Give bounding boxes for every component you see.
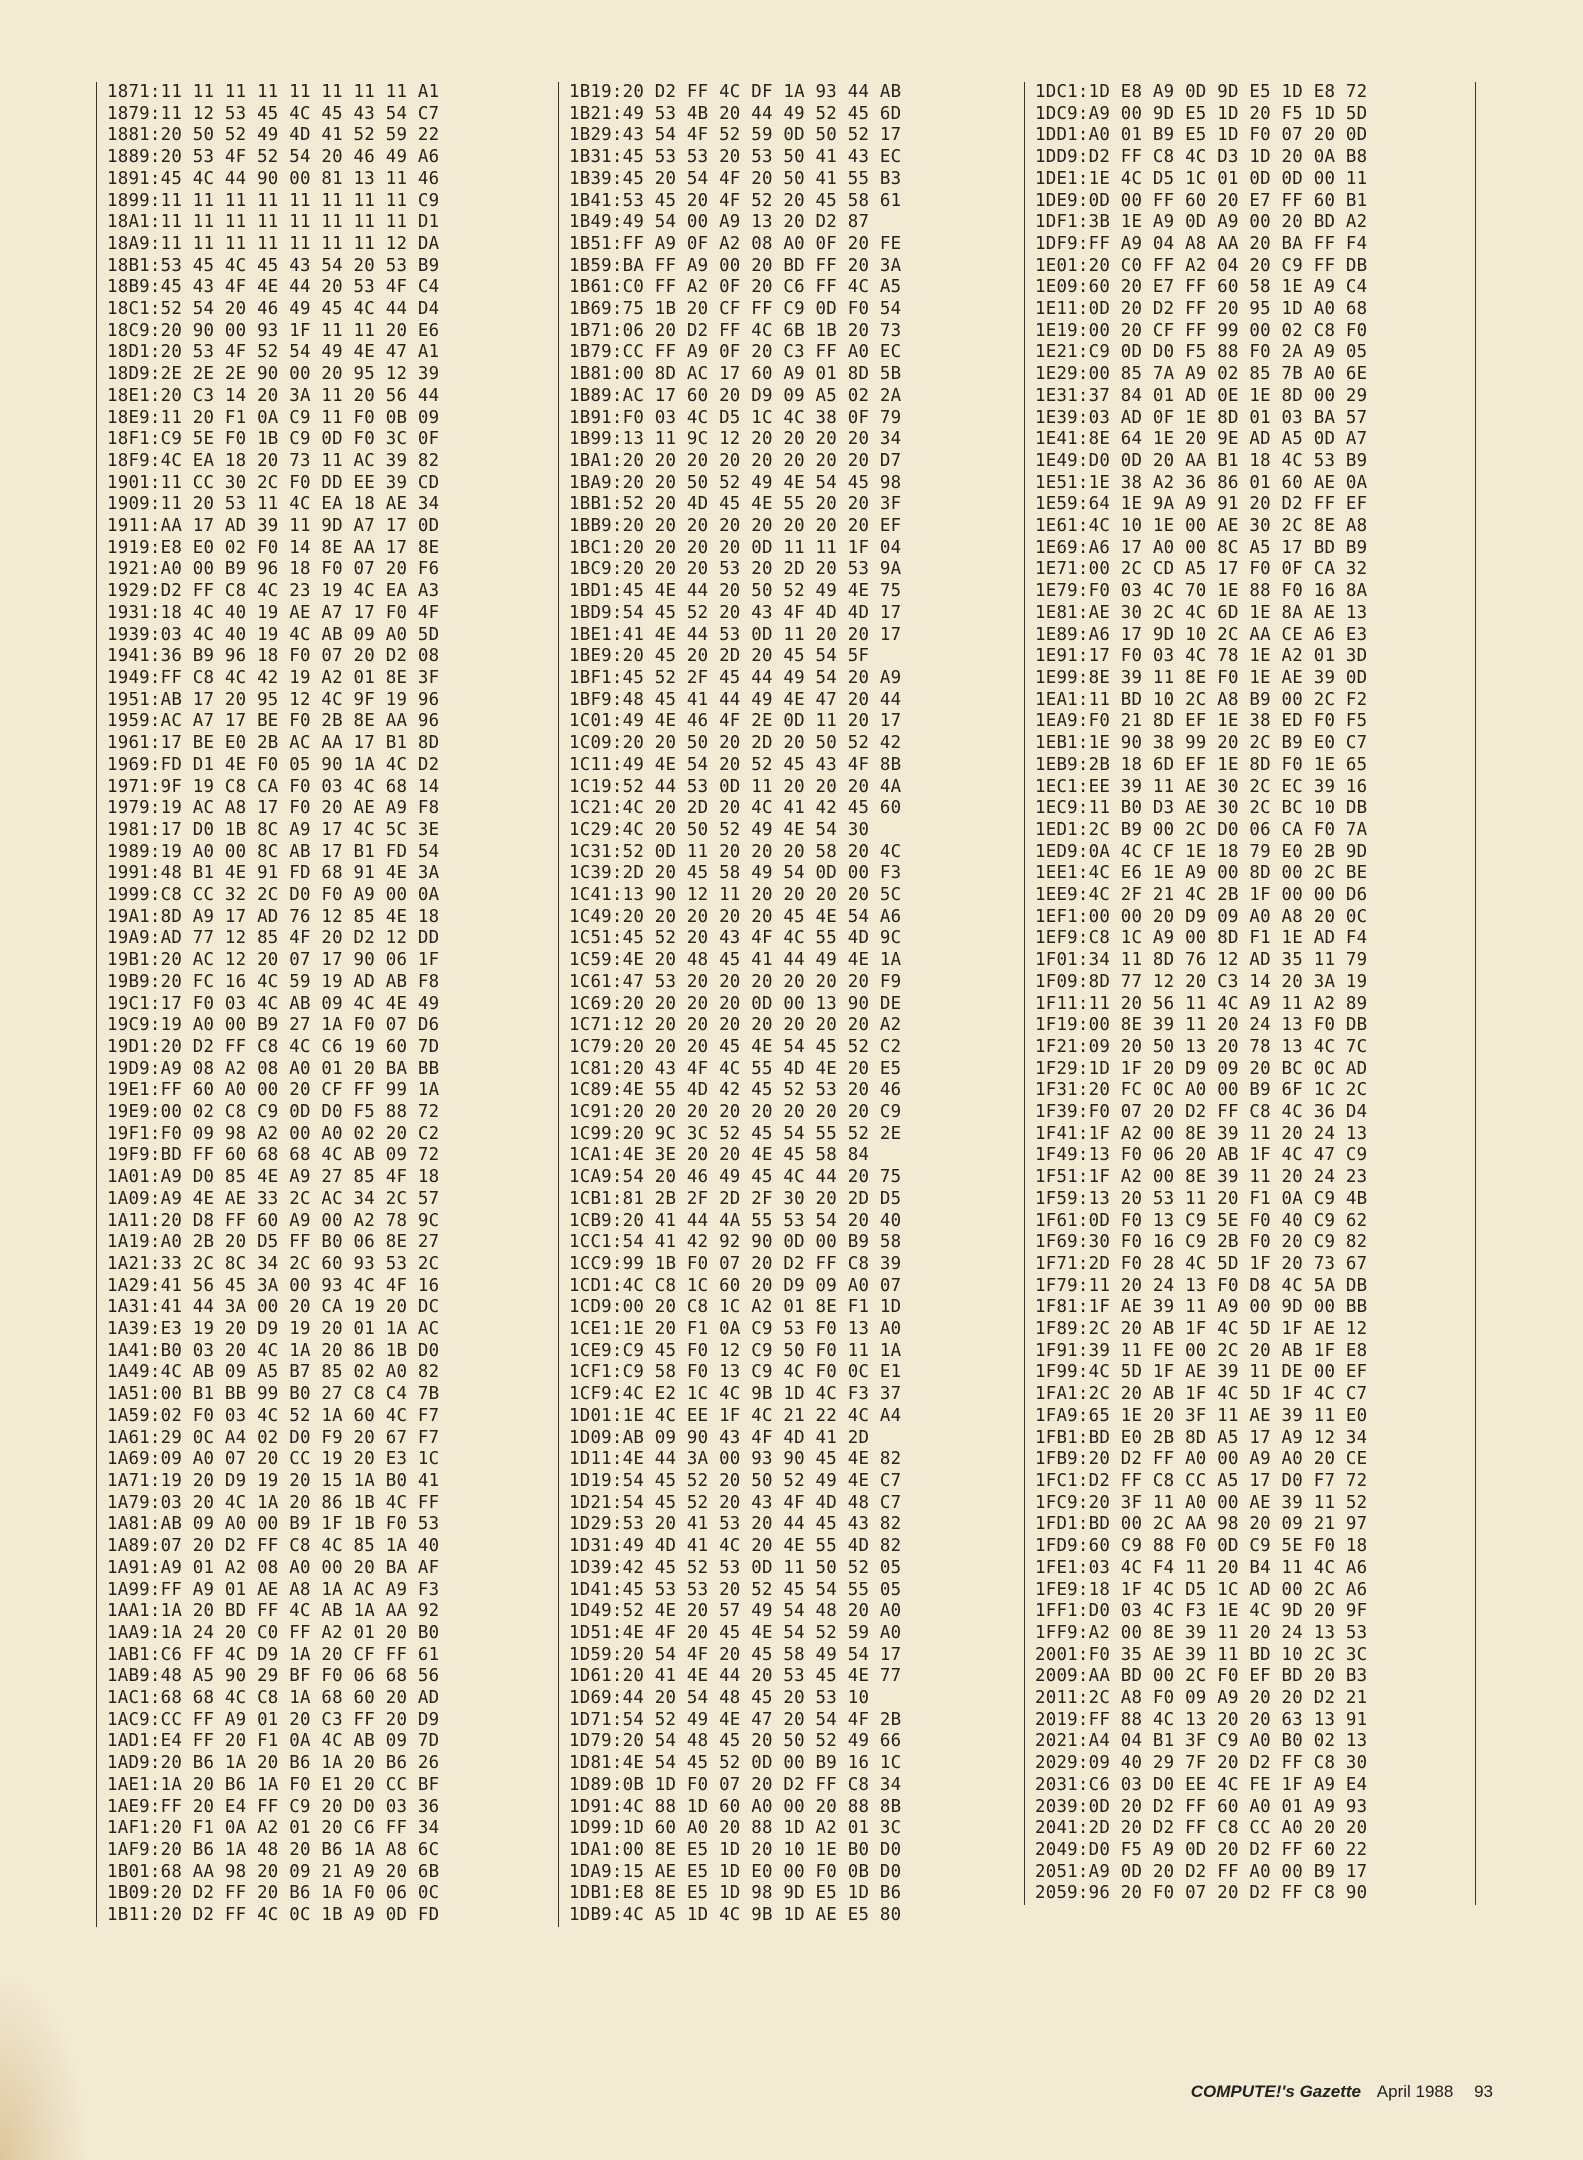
listing-line: 1891:45 4C 44 90 00 81 13 11 46 (107, 168, 440, 189)
listing-line: 1D91:4C 88 1D 60 A0 00 20 88 8B (569, 1796, 902, 1817)
listing-line: 1879:11 12 53 45 4C 45 43 54 C7 (107, 103, 440, 124)
listing-line: 1D01:1E 4C EE 1F 4C 21 22 4C A4 (569, 1405, 902, 1426)
listing-line: 1951:AB 17 20 95 12 4C 9F 19 96 (107, 689, 440, 710)
listing-line: 1A49:4C AB 09 A5 B7 85 02 A0 82 (107, 1362, 440, 1383)
listing-line: 1B71:06 20 D2 FF 4C 6B 1B 20 73 (569, 320, 902, 341)
listing-line: 1E71:00 2C CD A5 17 F0 0F CA 32 (1035, 559, 1368, 580)
listing-line: 1D89:0B 1D F0 07 20 D2 FF C8 34 (569, 1774, 902, 1795)
listing-line: 1A39:E3 19 20 D9 19 20 01 1A AC (107, 1319, 440, 1340)
listing-line: 1FB1:BD E0 2B 8D A5 17 A9 12 34 (1035, 1427, 1368, 1448)
listing-line: 1D71:54 52 49 4E 47 20 54 4F 2B (569, 1709, 902, 1730)
listing-line: 1DB9:4C A5 1D 4C 9B 1D AE E5 80 (569, 1905, 902, 1926)
listing-line: 1E41:8E 64 1E 20 9E AD A5 0D A7 (1035, 429, 1368, 450)
listing-line: 1AE1:1A 20 B6 1A F0 E1 20 CC BF (107, 1774, 440, 1795)
listing-line: 1BC9:20 20 20 53 20 2D 20 53 9A (569, 559, 902, 580)
listing-line: 1A71:19 20 D9 19 20 15 1A B0 41 (107, 1471, 440, 1491)
listing-line: 1C09:20 20 50 20 2D 20 50 52 42 (569, 733, 902, 754)
listing-line: 1BE9:20 45 20 2D 20 45 54 5F (569, 646, 870, 667)
listing-line: 1AA1:1A 20 BD FF 4C AB 1A AA 92 (107, 1601, 440, 1622)
listing-line: 1E61:4C 10 1E 00 AE 30 2C 8E A8 (1035, 516, 1368, 537)
listing-line: 1D99:1D 60 A0 20 88 1D A2 01 3C (569, 1818, 902, 1839)
listing-line: 1A81:AB 09 A0 00 B9 1F 1B F0 53 (107, 1514, 440, 1535)
listing-line: 1CE1:1E 20 F1 0A C9 53 F0 13 A0 (569, 1319, 902, 1340)
listing-line: 1999:C8 CC 32 2C D0 F0 A9 00 0A (107, 885, 440, 906)
listing-line: 19B1:20 AC 12 20 07 17 90 06 1F (107, 950, 440, 971)
listing-line: 1EF1:00 00 20 D9 09 A0 A8 20 0C (1035, 906, 1368, 927)
listing-line: 2019:FF 88 4C 13 20 20 63 13 91 (1035, 1709, 1368, 1730)
listing-line: 1BF9:48 45 41 44 49 4E 47 20 44 (569, 689, 902, 710)
listing-line: 1B69:75 1B 20 CF FF C9 0D F0 54 (569, 299, 902, 320)
listing-line: 1D41:45 53 53 20 52 45 54 55 05 (569, 1579, 902, 1600)
listing-line: 1B81:00 8D AC 17 60 A9 01 8D 5B (569, 364, 902, 385)
listing-line: 19D1:20 D2 FF C8 4C C6 19 60 7D (107, 1036, 440, 1057)
listing-line: 1A69:09 A0 07 20 CC 19 20 E3 1C (107, 1449, 440, 1470)
listing-line: 1DC9:A9 00 9D E5 1D 20 F5 1D 5D (1035, 103, 1368, 124)
listing-line: 1FF1:D0 03 4C F3 1E 4C 9D 20 9F (1035, 1601, 1368, 1622)
listing-line: 1C39:2D 20 45 58 49 54 0D 00 F3 (569, 863, 902, 884)
listing-line: 1DD9:D2 FF C8 4C D3 1D 20 0A B8 (1035, 147, 1368, 168)
listing-line: 1F91:39 11 FE 00 2C 20 AB 1F E8 (1035, 1340, 1368, 1361)
listing-line: 18A9:11 11 11 11 11 11 11 12 DA (107, 233, 440, 254)
listing-line: 1E29:00 85 7A A9 02 85 7B A0 6E (1035, 364, 1368, 385)
listing-line: 1B61:C0 FF A2 0F 20 C6 FF 4C A5 (569, 277, 902, 298)
listing-line: 2011:2C A8 F0 09 A9 20 20 D2 21 (1035, 1688, 1368, 1709)
listing-line: 1E01:20 C0 FF A2 04 20 C9 FF DB (1035, 255, 1368, 276)
listing-line: 1909:11 20 53 11 4C EA 18 AE 34 (107, 494, 440, 515)
listing-line: 1B21:49 53 4B 20 44 49 52 45 6D (569, 103, 902, 124)
listing-line: 2021:A4 04 B1 3F C9 A0 B0 02 13 (1035, 1731, 1368, 1752)
listing-line: 1EA1:11 BD 10 2C A8 B9 00 2C F2 (1035, 689, 1368, 710)
listing-line: 1AB9:48 A5 90 29 BF F0 06 68 56 (107, 1666, 440, 1687)
listing-line: 19B9:20 FC 16 4C 59 19 AD AB F8 (107, 971, 440, 992)
listing-line: 1C21:4C 20 2D 20 4C 41 42 45 60 (569, 798, 902, 819)
listing-line: 1B31:45 53 53 20 53 50 41 43 EC (569, 147, 902, 168)
listing-line: 1E89:A6 17 9D 10 2C AA CE A6 E3 (1035, 624, 1368, 645)
listing-line: 1B99:13 11 9C 12 20 20 20 20 34 (569, 429, 902, 450)
listing-line: 1FE9:18 1F 4C D5 1C AD 00 2C A6 (1035, 1579, 1368, 1600)
listing-line: 1CA9:54 20 46 49 45 4C 44 20 75 (569, 1167, 902, 1188)
listing-line: 1EA9:F0 21 8D EF 1E 38 ED F0 F5 (1035, 711, 1368, 732)
listing-line: 1BE1:41 4E 44 53 0D 11 20 20 17 (569, 624, 902, 645)
listing-line: 1A91:A9 01 A2 08 A0 00 20 BA AF (107, 1557, 440, 1578)
listing-line: 1B39:45 20 54 4F 20 50 41 55 B3 (569, 168, 902, 189)
listing-line: 1B19:20 D2 FF 4C DF 1A 93 44 AB (569, 82, 902, 102)
listing-line: 1BA9:20 20 50 52 49 4E 54 45 98 (569, 472, 902, 493)
listing-line: 1C89:4E 55 4D 42 45 52 53 20 46 (569, 1080, 902, 1101)
listing-line: 1D79:20 54 48 45 20 50 52 49 66 (569, 1731, 902, 1752)
listing-line: 1F69:30 F0 16 C9 2B F0 20 C9 82 (1035, 1232, 1368, 1253)
listing-line: 1CC9:99 1B F0 07 20 D2 FF C8 39 (569, 1253, 902, 1274)
listing-line: 1D21:54 45 52 20 43 4F 4D 48 C7 (569, 1492, 902, 1513)
listing-line: 1F19:00 8E 39 11 20 24 13 F0 DB (1035, 1015, 1368, 1036)
listing-line: 18B1:53 45 4C 45 43 54 20 53 B9 (107, 255, 440, 276)
listing-line: 1D29:53 20 41 53 20 44 45 43 82 (569, 1514, 902, 1535)
listing-line: 1C69:20 20 20 20 0D 00 13 90 DE (569, 993, 902, 1014)
listing-line: 1E19:00 20 CF FF 99 00 02 C8 F0 (1035, 320, 1368, 341)
listing-line: 2001:F0 35 AE 39 11 BD 10 2C 3C (1035, 1644, 1368, 1665)
listing-line: 1EC9:11 B0 D3 AE 30 2C BC 10 DB (1035, 798, 1368, 819)
listing-line: 19F1:F0 09 98 A2 00 A0 02 20 C2 (107, 1123, 440, 1144)
listing-line: 1E49:D0 0D 20 AA B1 18 4C 53 B9 (1035, 450, 1368, 471)
page-footer (1191, 2082, 1493, 2102)
listing-line: 1D49:52 4E 20 57 49 54 48 20 A0 (569, 1601, 902, 1622)
listing-line: 1A19:A0 2B 20 D5 FF B0 06 8E 27 (107, 1232, 440, 1253)
listing-line: 1F21:09 20 50 13 20 78 13 4C 7C (1035, 1036, 1368, 1057)
listing-line: 1D39:42 45 52 53 0D 11 50 52 05 (569, 1557, 902, 1578)
listing-line: 1BD9:54 45 52 20 43 4F 4D 4D 17 (569, 602, 902, 623)
listing-line: 1C59:4E 20 48 45 41 44 49 4E 1A (569, 950, 902, 971)
listing-line: 18C1:52 54 20 46 49 45 4C 44 D4 (107, 299, 440, 320)
listing-line: 1C31:52 0D 11 20 20 20 58 20 4C (569, 841, 902, 862)
listing-line: 1BB1:52 20 4D 45 4E 55 20 20 3F (569, 494, 902, 515)
listing-line: 1DA1:00 8E E5 1D 20 10 1E B0 D0 (569, 1839, 902, 1860)
listing-line: 1AF1:20 F1 0A A2 01 20 C6 FF 34 (107, 1818, 440, 1839)
listing-line: 1FB9:20 D2 FF A0 00 A9 A0 20 CE (1035, 1449, 1368, 1470)
listing-line: 1871:11 11 11 11 11 11 11 11 A1 (107, 82, 440, 102)
listing-line: 1F51:1F A2 00 8E 39 11 20 24 23 (1035, 1167, 1368, 1188)
listing-line: 1A89:07 20 D2 FF C8 4C 85 1A 40 (107, 1536, 440, 1557)
listing-line: 1C19:52 44 53 0D 11 20 20 20 4A (569, 776, 902, 797)
listing-line: 1971:9F 19 C8 CA F0 03 4C 68 14 (107, 776, 440, 797)
listing-line: 1B09:20 D2 FF 20 B6 1A F0 06 0C (107, 1883, 440, 1904)
listing-line: 1ED9:0A 4C CF 1E 18 79 E0 2B 9D (1035, 841, 1368, 862)
listing-line: 1A01:A9 D0 85 4E A9 27 85 4F 18 (107, 1167, 440, 1188)
listing-line: 1C99:20 9C 3C 52 45 54 55 52 2E (569, 1123, 902, 1144)
listing-line: 1F11:11 20 56 11 4C A9 11 A2 89 (1035, 993, 1368, 1014)
listing-line: 1C29:4C 20 50 52 49 4E 54 30 (569, 819, 870, 840)
listing-line: 1CB1:81 2B 2F 2D 2F 30 20 2D D5 (569, 1188, 902, 1209)
listing-line: 1F09:8D 77 12 20 C3 14 20 3A 19 (1035, 971, 1368, 992)
listing-line: 1CE9:C9 45 F0 12 C9 50 F0 11 1A (569, 1340, 902, 1361)
issue-date: April 1988 (1376, 2082, 1454, 2101)
listing-line: 1901:11 CC 30 2C F0 DD EE 39 CD (107, 472, 440, 493)
listing-line: 1AD9:20 B6 1A 20 B6 1A 20 B6 26 (107, 1753, 440, 1774)
listing-line: 1969:FD D1 4E F0 05 90 1A 4C D2 (107, 754, 440, 775)
listing-line: 1B29:43 54 4F 52 59 0D 50 52 17 (569, 125, 902, 146)
listing-line: 1929:D2 FF C8 4C 23 19 4C EA A3 (107, 581, 440, 602)
listing-line: 1B11:20 D2 FF 4C 0C 1B A9 0D FD (107, 1905, 440, 1926)
listing-line: 1911:AA 17 AD 39 11 9D A7 17 0D (107, 516, 440, 537)
listing-line: 1ED1:2C B9 00 2C D0 06 CA F0 7A (1035, 819, 1368, 840)
listing-line: 1DE9:0D 00 FF 60 20 E7 FF 60 B1 (1035, 190, 1368, 211)
listing-line: 1F89:2C 20 AB 1F 4C 5D 1F AE 12 (1035, 1319, 1368, 1340)
listing-line: 1CC1:54 41 42 92 90 0D 00 B9 58 (569, 1232, 902, 1253)
listing-line: 1CA1:4E 3E 20 20 4E 45 58 84 (569, 1145, 870, 1166)
listing-line: 1979:19 AC A8 17 F0 20 AE A9 F8 (107, 798, 440, 819)
listing-line: 1B59:BA FF A9 00 20 BD FF 20 3A (569, 255, 902, 276)
listing-line: 1F59:13 20 53 11 20 F1 0A C9 4B (1035, 1188, 1368, 1209)
listing-line: 19C1:17 F0 03 4C AB 09 4C 4E 49 (107, 993, 440, 1014)
listing-line: 1A41:B0 03 20 4C 1A 20 86 1B D0 (107, 1340, 440, 1361)
listing-line: 1FA1:2C 20 AB 1F 4C 5D 1F 4C C7 (1035, 1384, 1368, 1405)
listing-line: 1FE1:03 4C F4 11 20 B4 11 4C A6 (1035, 1557, 1368, 1578)
listing-line: 1CB9:20 41 44 4A 55 53 54 20 40 (569, 1210, 902, 1231)
listing-line: 1DF1:3B 1E A9 0D A9 00 20 BD A2 (1035, 212, 1368, 233)
listing-line: 1DE1:1E 4C D5 1C 01 0D 0D 00 11 (1035, 168, 1368, 189)
listing-line: 1EB1:1E 90 38 99 20 2C B9 E0 C7 (1035, 733, 1368, 754)
listing-line: 1BA1:20 20 20 20 20 20 20 20 D7 (569, 450, 902, 471)
listing-line: 1D69:44 20 54 48 45 20 53 10 (569, 1688, 870, 1709)
listing-line: 1FF9:A2 00 8E 39 11 20 24 13 53 (1035, 1622, 1368, 1643)
listing-line: 19F9:BD FF 60 68 68 4C AB 09 72 (107, 1145, 440, 1166)
listing-line: 1A11:20 D8 FF 60 A9 00 A2 78 9C (107, 1210, 440, 1231)
listing-line: 1EE1:4C E6 1E A9 00 8D 00 2C BE (1035, 863, 1368, 884)
listing-line: 1CF1:C9 58 F0 13 C9 4C F0 0C E1 (569, 1362, 902, 1383)
page-number: 93 (1474, 2082, 1493, 2101)
listing-line: 2059:96 20 F0 07 20 D2 FF C8 90 (1035, 1883, 1368, 1904)
listing-line: 1A79:03 20 4C 1A 20 86 1B 4C FF (107, 1492, 440, 1513)
listing-column-3 (1024, 82, 1476, 1905)
listing-line: 1CD9:00 20 C8 1C A2 01 8E F1 1D (569, 1297, 902, 1318)
listing-line: 1AC9:CC FF A9 01 20 C3 FF 20 D9 (107, 1709, 440, 1730)
listing-line: 1AC1:68 68 4C C8 1A 68 60 20 AD (107, 1688, 440, 1709)
listing-line: 1921:A0 00 B9 96 18 F0 07 20 F6 (107, 559, 440, 580)
listing-line: 1931:18 4C 40 19 AE A7 17 F0 4F (107, 602, 440, 623)
listing-line: 1C71:12 20 20 20 20 20 20 20 A2 (569, 1015, 902, 1036)
listing-line: 1B49:49 54 00 A9 13 20 D2 87 (569, 212, 870, 233)
listing-line: 1941:36 B9 96 18 F0 07 20 D2 08 (107, 646, 440, 667)
listing-line: 1A51:00 B1 BB 99 B0 27 C8 C4 7B (107, 1384, 440, 1405)
listing-line: 18D9:2E 2E 2E 90 00 20 95 12 39 (107, 364, 440, 385)
listing-line: 1FD1:BD 00 2C AA 98 20 09 21 97 (1035, 1514, 1368, 1535)
listing-line: 1C11:49 4E 54 20 52 45 43 4F 8B (569, 754, 902, 775)
listing-line: 19E1:FF 60 A0 00 20 CF FF 99 1A (107, 1080, 440, 1101)
listing-line: 1E09:60 20 E7 FF 60 58 1E A9 C4 (1035, 277, 1368, 298)
listing-line: 1981:17 D0 1B 8C A9 17 4C 5C 3E (107, 819, 440, 840)
listing-line: 1C61:47 53 20 20 20 20 20 20 F9 (569, 971, 902, 992)
listing-line: 1DD1:A0 01 B9 E5 1D F0 07 20 0D (1035, 125, 1368, 146)
listing-line: 1B91:F0 03 4C D5 1C 4C 38 0F 79 (569, 407, 902, 428)
listing-line: 1E31:37 84 01 AD 0E 1E 8D 00 29 (1035, 385, 1368, 406)
listing-line: 2031:C6 03 D0 EE 4C FE 1F A9 E4 (1035, 1774, 1368, 1795)
listing-line: 1961:17 BE E0 2B AC AA 17 B1 8D (107, 733, 440, 754)
listing-line: 1919:E8 E0 02 F0 14 8E AA 17 8E (107, 537, 440, 558)
listing-line: 1D19:54 45 52 20 50 52 49 4E C7 (569, 1471, 902, 1491)
listing-line: 1F39:F0 07 20 D2 FF C8 4C 36 D4 (1035, 1102, 1368, 1123)
listing-line: 1F79:11 20 24 13 F0 D8 4C 5A DB (1035, 1275, 1368, 1296)
listing-line: 1DF9:FF A9 04 A8 AA 20 BA FF F4 (1035, 233, 1368, 254)
listing-line: 1E11:0D 20 D2 FF 20 95 1D A0 68 (1035, 299, 1368, 320)
listing-line: 18B9:45 43 4F 4E 44 20 53 4F C4 (107, 277, 440, 298)
listing-line: 1A29:41 56 45 3A 00 93 4C 4F 16 (107, 1275, 440, 1296)
listing-line: 18E9:11 20 F1 0A C9 11 F0 0B 09 (107, 407, 440, 428)
listing-line: 1F99:4C 5D 1F AE 39 11 DE 00 EF (1035, 1362, 1368, 1383)
listing-line: 1FC1:D2 FF C8 CC A5 17 D0 F7 72 (1035, 1471, 1368, 1491)
listing-line: 1BF1:45 52 2F 45 44 49 54 20 A9 (569, 667, 902, 688)
listing-line: 1E79:F0 03 4C 70 1E 88 F0 16 8A (1035, 581, 1368, 602)
listing-line: 1E91:17 F0 03 4C 78 1E A2 01 3D (1035, 646, 1368, 667)
listing-line: 1A61:29 0C A4 02 D0 F9 20 67 F7 (107, 1427, 440, 1448)
listing-line: 19A1:8D A9 17 AD 76 12 85 4E 18 (107, 906, 440, 927)
listing-line: 2041:2D 20 D2 FF C8 CC A0 20 20 (1035, 1818, 1368, 1839)
listing-line: 1889:20 53 4F 52 54 20 46 49 A6 (107, 147, 440, 168)
listing-line: 18F9:4C EA 18 20 73 11 AC 39 82 (107, 450, 440, 471)
listing-line: 1C79:20 20 20 45 4E 54 45 52 C2 (569, 1036, 902, 1057)
listing-line: 1C41:13 90 12 11 20 20 20 20 5C (569, 885, 902, 906)
listing-line: 1AD1:E4 FF 20 F1 0A 4C AB 09 7D (107, 1731, 440, 1752)
listing-line: 1E39:03 AD 0F 1E 8D 01 03 BA 57 (1035, 407, 1368, 428)
listing-line: 1C81:20 43 4F 4C 55 4D 4E 20 E5 (569, 1058, 902, 1079)
listing-line: 1AF9:20 B6 1A 48 20 B6 1A A8 6C (107, 1839, 440, 1860)
listing-line: 1F71:2D F0 28 4C 5D 1F 20 73 67 (1035, 1253, 1368, 1274)
listing-line: 1E81:AE 30 2C 4C 6D 1E 8A AE 13 (1035, 602, 1368, 623)
listing-line: 2039:0D 20 D2 FF 60 A0 01 A9 93 (1035, 1796, 1368, 1817)
listing-line: 1D59:20 54 4F 20 45 58 49 54 17 (569, 1644, 902, 1665)
listing-line: 1FA9:65 1E 20 3F 11 AE 39 11 E0 (1035, 1405, 1368, 1426)
listing-line: 1F81:1F AE 39 11 A9 00 9D 00 BB (1035, 1297, 1368, 1318)
listing-line: 1C91:20 20 20 20 20 20 20 20 C9 (569, 1102, 902, 1123)
listing-line: 1DC1:1D E8 A9 0D 9D E5 1D E8 72 (1035, 82, 1368, 102)
listing-line: 1BC1:20 20 20 20 0D 11 11 1F 04 (569, 537, 902, 558)
listing-line: 1AB1:C6 FF 4C D9 1A 20 CF FF 61 (107, 1644, 440, 1665)
listing-line: 2029:09 40 29 7F 20 D2 FF C8 30 (1035, 1753, 1368, 1774)
listing-line: 1E51:1E 38 A2 36 86 01 60 AE 0A (1035, 472, 1368, 493)
listing-line: 1E21:C9 0D D0 F5 88 F0 2A A9 05 (1035, 342, 1368, 363)
listing-line: 19D9:A9 08 A2 08 A0 01 20 BA BB (107, 1058, 440, 1079)
listing-line: 2049:D0 F5 A9 0D 20 D2 FF 60 22 (1035, 1839, 1368, 1860)
listing-line: 1AE9:FF 20 E4 FF C9 20 D0 03 36 (107, 1796, 440, 1817)
listing-line: 1881:20 50 52 49 4D 41 52 59 22 (107, 125, 440, 146)
listing-line: 1CD1:4C C8 1C 60 20 D9 09 A0 07 (569, 1275, 902, 1296)
listing-line: 1989:19 A0 00 8C AB 17 B1 FD 54 (107, 841, 440, 862)
listing-line: 1949:FF C8 4C 42 19 A2 01 8E 3F (107, 667, 440, 688)
listing-line: 1B89:AC 17 60 20 D9 09 A5 02 2A (569, 385, 902, 406)
listing-line: 1F29:1D 1F 20 D9 09 20 BC 0C AD (1035, 1058, 1368, 1079)
listing-line: 1A31:41 44 3A 00 20 CA 19 20 DC (107, 1297, 440, 1318)
listing-line: 1DB1:E8 8E E5 1D 98 9D E5 1D B6 (569, 1883, 902, 1904)
listing-line: 1E59:64 1E 9A A9 91 20 D2 FF EF (1035, 494, 1368, 515)
listing-column-2 (558, 82, 1013, 1927)
listing-line: 18E1:20 C3 14 20 3A 11 20 56 44 (107, 385, 440, 406)
listing-line: 1C01:49 4E 46 4F 2E 0D 11 20 17 (569, 711, 902, 732)
listing-line: 1D09:AB 09 90 43 4F 4D 41 2D (569, 1427, 870, 1448)
listing-line: 1B79:CC FF A9 0F 20 C3 FF A0 EC (569, 342, 902, 363)
listing-line: 1C51:45 52 20 43 4F 4C 55 4D 9C (569, 928, 902, 949)
listing-line: 2009:AA BD 00 2C F0 EF BD 20 B3 (1035, 1666, 1368, 1687)
listing-line: 1D31:49 4D 41 4C 20 4E 55 4D 82 (569, 1536, 902, 1557)
listing-line: 18C9:20 90 00 93 1F 11 11 20 E6 (107, 320, 440, 341)
listing-line: 1AA9:1A 24 20 C0 FF A2 01 20 B0 (107, 1622, 440, 1643)
listing-line: 1A09:A9 4E AE 33 2C AC 34 2C 57 (107, 1188, 440, 1209)
listing-line: 1BD1:45 4E 44 20 50 52 49 4E 75 (569, 581, 902, 602)
listing-line: 1B01:68 AA 98 20 09 21 A9 20 6B (107, 1861, 440, 1882)
listing-line: 1D81:4E 54 45 52 0D 00 B9 16 1C (569, 1753, 902, 1774)
listing-line: 1FD9:60 C9 88 F0 0D C9 5E F0 18 (1035, 1536, 1368, 1557)
listing-line: 19A9:AD 77 12 85 4F 20 D2 12 DD (107, 928, 440, 949)
listing-line: 1D51:4E 4F 20 45 4E 54 52 59 A0 (569, 1622, 902, 1643)
listing-line: 1BB9:20 20 20 20 20 20 20 20 EF (569, 516, 902, 537)
listing-line: 1D61:20 41 4E 44 20 53 45 4E 77 (569, 1666, 902, 1687)
listing-line: 1EF9:C8 1C A9 00 8D F1 1E AD F4 (1035, 928, 1368, 949)
listing-line: 1A99:FF A9 01 AE A8 1A AC A9 F3 (107, 1579, 440, 1600)
listing-line: 1F01:34 11 8D 76 12 AD 35 11 79 (1035, 950, 1368, 971)
listing-line: 1E69:A6 17 A0 00 8C A5 17 BD B9 (1035, 537, 1368, 558)
listing-line: 1CF9:4C E2 1C 4C 9B 1D 4C F3 37 (569, 1384, 902, 1405)
listing-line: 19C9:19 A0 00 B9 27 1A F0 07 D6 (107, 1015, 440, 1036)
listing-line: 1A21:33 2C 8C 34 2C 60 93 53 2C (107, 1253, 440, 1274)
listing-line: 19E9:00 02 C8 C9 0D D0 F5 88 72 (107, 1102, 440, 1123)
magazine-name: COMPUTE!'s Gazette (1190, 2082, 1361, 2101)
listing-line: 1B41:53 45 20 4F 52 20 45 58 61 (569, 190, 902, 211)
listing-line: 1FC9:20 3F 11 A0 00 AE 39 11 52 (1035, 1492, 1368, 1513)
listing-line: 1EB9:2B 18 6D EF 1E 8D F0 1E 65 (1035, 754, 1368, 775)
listing-line: 1DA9:15 AE E5 1D E0 00 F0 0B D0 (569, 1861, 902, 1882)
listing-line: 1991:48 B1 4E 91 FD 68 91 4E 3A (107, 863, 440, 884)
listing-line: 1EC1:EE 39 11 AE 30 2C EC 39 16 (1035, 776, 1368, 797)
listing-line: 1A59:02 F0 03 4C 52 1A 60 4C F7 (107, 1405, 440, 1426)
listing-line: 1F61:0D F0 13 C9 5E F0 40 C9 62 (1035, 1210, 1368, 1231)
listing-column-1 (96, 82, 547, 1927)
listing-line: 1D11:4E 44 3A 00 93 90 45 4E 82 (569, 1449, 902, 1470)
listing-line: 1F49:13 F0 06 20 AB 1F 4C 47 C9 (1035, 1145, 1368, 1166)
listing-line: 1899:11 11 11 11 11 11 11 11 C9 (107, 190, 440, 211)
listing-line: 18D1:20 53 4F 52 54 49 4E 47 A1 (107, 342, 440, 363)
listing-line: 1E99:8E 39 11 8E F0 1E AE 39 0D (1035, 667, 1368, 688)
listing-line: 1B51:FF A9 0F A2 08 A0 0F 20 FE (569, 233, 902, 254)
listing-line: 1F41:1F A2 00 8E 39 11 20 24 13 (1035, 1123, 1368, 1144)
listing-line: 18A1:11 11 11 11 11 11 11 11 D1 (107, 212, 440, 233)
listing-line: 1959:AC A7 17 BE F0 2B 8E AA 96 (107, 711, 440, 732)
listing-line: 1EE9:4C 2F 21 4C 2B 1F 00 00 D6 (1035, 885, 1368, 906)
listing-line: 18F1:C9 5E F0 1B C9 0D F0 3C 0F (107, 429, 440, 450)
listing-line: 1F31:20 FC 0C A0 00 B9 6F 1C 2C (1035, 1080, 1368, 1101)
listing-line: 1939:03 4C 40 19 4C AB 09 A0 5D (107, 624, 440, 645)
listing-line: 1C49:20 20 20 20 20 45 4E 54 A6 (569, 906, 902, 927)
listing-line: 2051:A9 0D 20 D2 FF A0 00 B9 17 (1035, 1861, 1368, 1882)
